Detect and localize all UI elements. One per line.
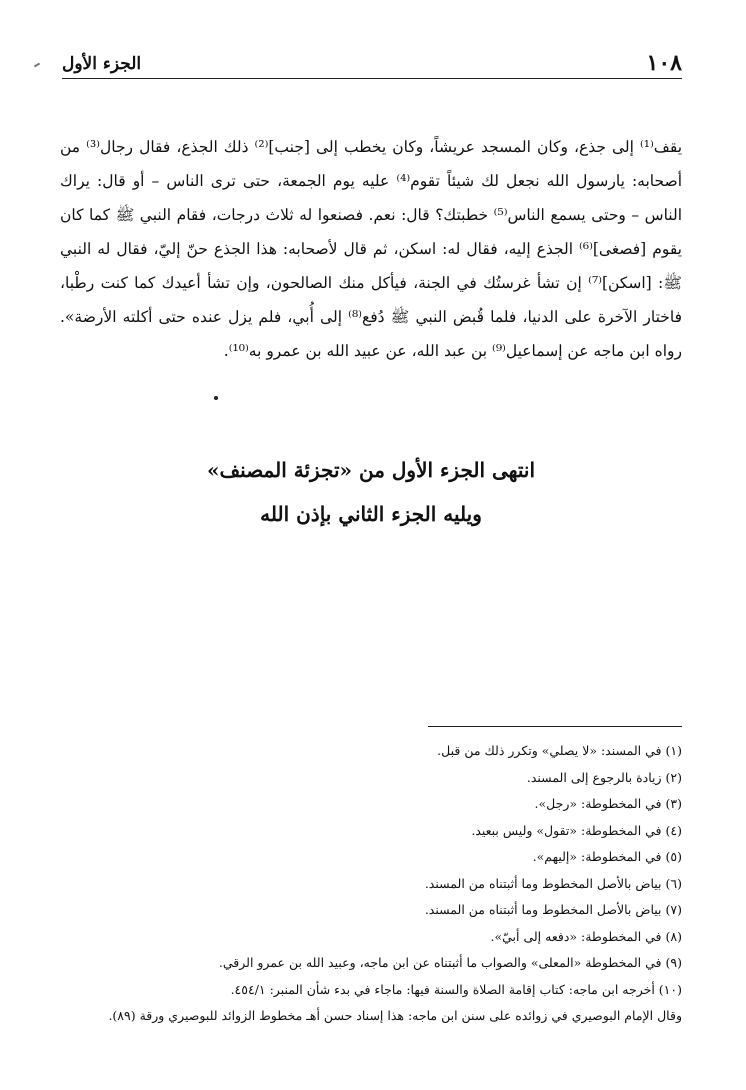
- closing-line-2: ويليه الجزء الثاني بإذن الله: [260, 502, 482, 526]
- volume-title: الجزء الأول: [62, 54, 142, 74]
- page-header: [62, 44, 682, 79]
- footnote-3: (٣) في المخطوطة: «رجل».: [534, 796, 682, 811]
- footnote-4: (٤) في المخطوطة: «تقول» وليس ببعيد.: [471, 822, 682, 838]
- main-text-block: [60, 130, 682, 368]
- footnote-7: (٧) بياض بالأصل المخطوط وما أثبتناه من المسند.: [424, 902, 682, 917]
- page-number: ١٠٨: [646, 50, 682, 76]
- footnote-10: (١٠) أخرجه ابن ماجه: كتاب إقامة الصلاة والسنة فيها: ماجاء في بدء شأن المنبر: ٤٥٤/١.: [230, 981, 682, 997]
- footnote-separator: [428, 726, 682, 727]
- hadith-paragraph: يقف⁽¹⁾ إلى جذع، وكان المسجد عريشاً، وكان يخطب إلى [جنب]⁽²⁾ ذلك الجذع، فقال رجال⁽³⁾ من أصحابه: يارسول الله نجعل لك شيئاً تقوم⁽⁴⁾ عليه يوم الجمعة، حتى ترى الناس – أو قال: يراك الناس – وحتى يسمع الناس⁽⁵⁾ خطبتك؟ قال: نعم. فصنعوا له ثلاث درجات، فقام النبي ﷺ كما كان يقوم [فصغى]⁽⁶⁾ الجذع إليه، فقال له: اسكن، ثم قال لأصحابه: هذا الجذع حنّ إليّ، فقال له النبي ﷺ: [اسكن]⁽⁷⁾ إن تشأ غرستُك في الجنة، فيأكل منك الصالحون، وإن تشأ أعيدك كما كنت رطْبا، فاختار الآخرة على الدنيا، فلما قُبض النبي ﷺ دُفع⁽⁸⁾ إلى أُبي، فلم يزل عنده حتى أكلته الأرضة». رواه ابن ماجه عن إسماعيل⁽⁹⁾ بن عبد الله، عن عبيد الله بن عمرو به⁽¹⁰⁾.: [60, 138, 683, 360]
- volume-closing: [60, 448, 682, 536]
- footnote-8: (٨) في المخطوطة: «دفعه إلى أبيّ».: [490, 928, 682, 944]
- closing-line-1: انتهى الجزء الأول من «تجزئة المصنف»: [206, 458, 536, 482]
- pencil-mark: [34, 63, 40, 68]
- footnote-1: (١) في المسند: «لا يصلي» وتكرر ذلك من قبل.: [437, 743, 682, 758]
- footnote-2: (٢) زيادة بالرجوع إلى المسند.: [526, 769, 682, 785]
- footnotes: [66, 738, 682, 1030]
- ink-dot: [214, 396, 218, 400]
- footnote-6: (٦) بياض بالأصل المخطوط وما أثبتناه من المسند.: [424, 875, 682, 891]
- footnote-10-continuation: وقال الإمام البوصيري في زوائده على سنن ابن ماجه: هذا إسناد حسن أهـ مخطوط الزوائد للبوصيري ورقة (٨٩).: [108, 1008, 682, 1023]
- footnote-5: (٥) في المخطوطة: «إليهم».: [532, 849, 682, 864]
- footnote-9: (٩) في المخطوطة «المعلى» والصواب ما أثبتناه عن ابن ماجه، وعبيد الله بن عمرو الرقي.: [218, 955, 682, 970]
